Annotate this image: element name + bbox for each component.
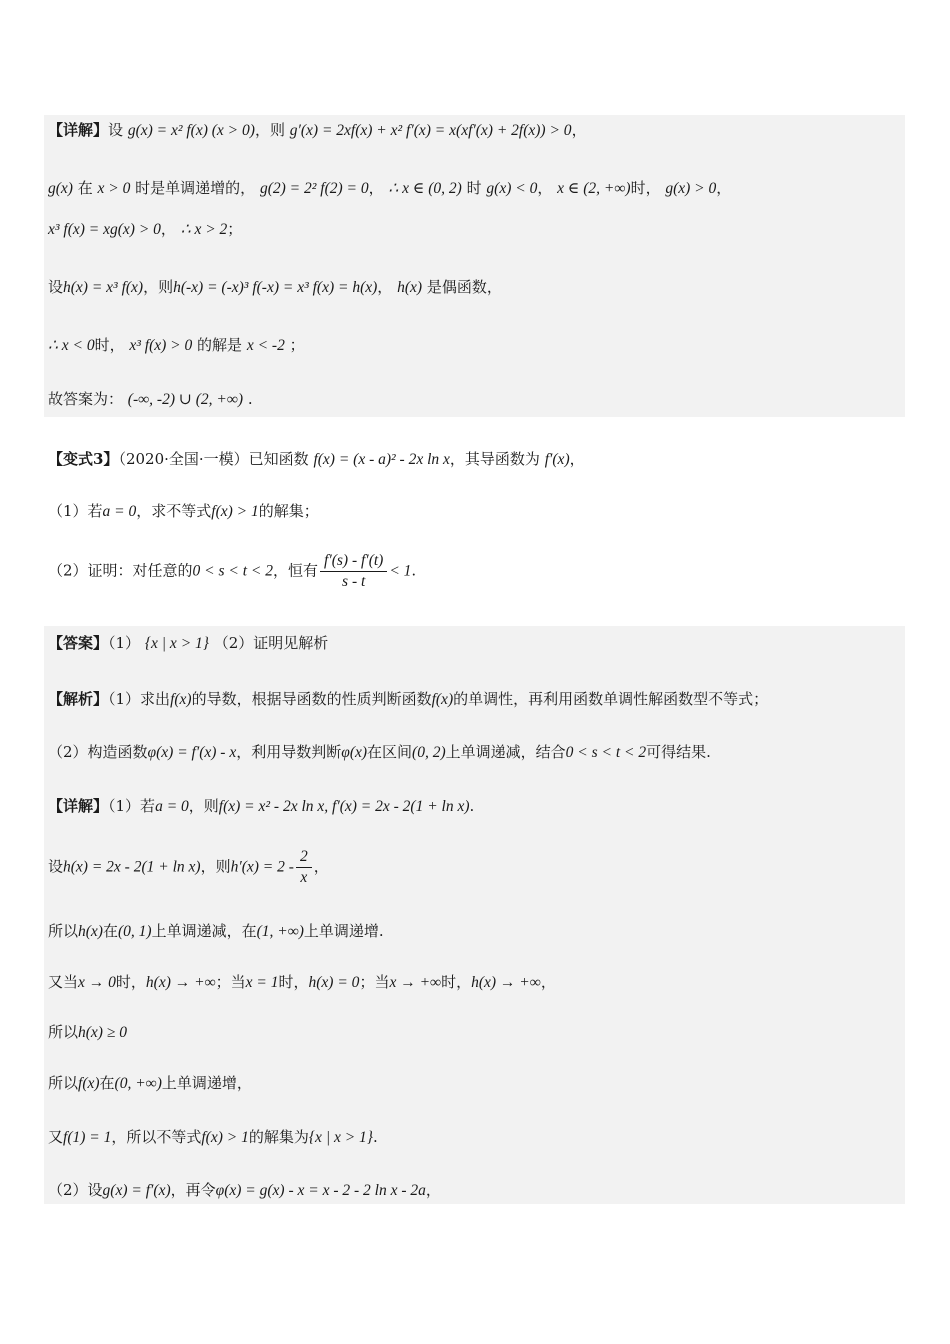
answer-line: [48, 388, 253, 411]
math: {x | x > 1}: [144, 635, 209, 652]
math: f(x): [170, 691, 192, 708]
text: ，其导函数为: [449, 450, 540, 468]
text: 是偶函数，: [426, 278, 502, 296]
math: (-∞, -2) ∪ (2, +∞): [127, 391, 244, 408]
text: 的解集为: [248, 1128, 309, 1146]
math: f(x) > 1: [201, 1129, 249, 1146]
solution-line-1: [48, 795, 474, 818]
solution-box-2: [44, 626, 905, 1204]
text: 时是单调递增的，: [135, 179, 256, 197]
solution-line-8: [48, 1179, 441, 1202]
solution-line-7: [48, 1126, 378, 1149]
text: ，: [716, 179, 732, 197]
math: f(x): [431, 691, 454, 708]
text: ，则: [200, 857, 231, 876]
text: ，再令: [170, 1181, 216, 1199]
text: ，则: [188, 797, 219, 815]
text: 的解集；: [258, 502, 319, 520]
question-1: [48, 500, 319, 523]
analysis-line-2: [48, 741, 711, 764]
fraction: [320, 552, 387, 591]
text: （2020·全国·一模）已知函数: [118, 450, 309, 468]
text: ，利用导数判断: [236, 743, 342, 761]
text: （2）证明见解析: [213, 634, 329, 652]
text: 时，: [630, 179, 661, 197]
math: f(x) = (x - a)² - 2x ln x: [313, 451, 450, 468]
text: （1）若: [48, 502, 103, 520]
text: ，则: [254, 121, 285, 139]
text: 设: [108, 121, 124, 139]
math: φ(x) = g(x) - x = x - 2 - 2 ln x - 2a: [215, 1182, 426, 1199]
math-gprime: g′(x) = 2xf(x) + x² f′(x) = x(xf′(x) + 2f(x)) > 0: [289, 122, 572, 139]
math: h(x): [78, 923, 103, 940]
math: h(x) ≥ 0: [78, 1024, 127, 1041]
text: ，: [571, 121, 587, 139]
detail-label: 【详解】: [48, 797, 109, 815]
text: 在: [77, 179, 93, 197]
text: 时，: [278, 973, 309, 991]
math: f(1) = 1: [63, 1129, 112, 1146]
math: 0 < s < t < 2: [192, 562, 274, 580]
math: ∴ x ∈ (0, 2): [388, 180, 462, 197]
text: （1）: [108, 634, 141, 652]
detail-line-1: [48, 119, 587, 142]
detail-line-3: [48, 218, 242, 241]
text: （2）构造函数: [48, 743, 148, 761]
math: h(x): [397, 279, 423, 296]
text: 上单调递减，结合: [445, 743, 566, 761]
text: ，则: [143, 278, 174, 296]
text: ，: [377, 278, 393, 296]
math: h(-x) = (-x)³ f(-x) = x³ f(x) = h(x): [173, 279, 378, 296]
math: f(x) = x² - 2x ln x, f′(x) = 2x - 2(1 + ln x): [218, 798, 470, 815]
variant-title: [48, 448, 585, 471]
text: （1）求出: [108, 690, 171, 708]
text: 的单调性，再利用函数单调性解函数型不等式；: [453, 690, 769, 708]
text: 在区间: [367, 743, 413, 761]
fraction-denominator: s - t: [342, 573, 366, 590]
math: f′(x): [544, 451, 570, 468]
text: 所以: [48, 922, 79, 940]
math: 0 < s < t < 2: [565, 744, 647, 761]
solution-line-2: [48, 848, 329, 887]
math: h(x) → +∞: [471, 974, 541, 991]
math: < 1: [389, 562, 412, 580]
text: 所以: [48, 1074, 79, 1092]
text: ；: [289, 336, 305, 354]
math: g(x) < 0: [486, 180, 538, 197]
detail-line-2: [48, 177, 731, 200]
math: g(x) = f′(x): [102, 1182, 171, 1199]
text: 故答案为：: [48, 390, 124, 408]
math: g(x) > 0: [665, 180, 717, 197]
text: 又: [48, 1128, 64, 1146]
text: 所以: [48, 1023, 79, 1041]
solution-line-4: [48, 971, 556, 994]
analysis-label: 【解析】: [48, 690, 109, 708]
text: 上单调递增，: [161, 1074, 252, 1092]
math: (0, 1): [117, 923, 152, 940]
math: h(x) = 0: [308, 974, 360, 991]
variant-label: 【变式3】: [48, 450, 119, 468]
text: 在: [99, 1074, 115, 1092]
math: φ(x) = f′(x) - x: [147, 744, 237, 761]
text: （2）证明：对任意的: [48, 561, 193, 580]
text: ，: [540, 973, 556, 991]
question-2: [48, 552, 416, 591]
math: x³ f(x) > 0: [129, 337, 193, 354]
math-gx-def: g(x) = x² f(x) (x > 0): [127, 122, 255, 139]
text: ，求不等式: [136, 502, 212, 520]
fraction-numerator: 2: [296, 848, 312, 868]
text: 时: [466, 179, 482, 197]
text: 时，: [94, 336, 125, 354]
math: f(x) > 1: [211, 503, 259, 520]
text: 的导数，根据导函数的性质判断函数: [191, 690, 432, 708]
math: x ∈ (2, +∞): [557, 180, 631, 197]
text: ，: [313, 857, 329, 876]
text: 时，: [441, 973, 472, 991]
text: ，: [160, 220, 176, 238]
math: h(x) → +∞: [145, 974, 216, 991]
text: ，: [569, 450, 585, 468]
math: (0, +∞): [114, 1075, 162, 1092]
math: x > 0: [97, 180, 131, 197]
text: ，恒有: [273, 561, 319, 580]
fraction: [296, 848, 312, 887]
text: .: [373, 1128, 378, 1146]
math: x = 1: [245, 974, 279, 991]
text: .: [411, 561, 417, 580]
text: （1）若: [108, 797, 156, 815]
math: x → 0: [78, 974, 116, 991]
answer-label: 【答案】: [48, 634, 109, 652]
math: ∴ x < 0: [48, 337, 95, 354]
math: a = 0: [155, 798, 189, 815]
text: 在: [102, 922, 118, 940]
text: 上单调递增.: [303, 922, 384, 940]
text: ，: [425, 1181, 441, 1199]
text: ；: [227, 220, 243, 238]
math: g(x): [48, 180, 73, 197]
text: 时，: [115, 973, 146, 991]
text: （2）设: [48, 1181, 103, 1199]
math: f(x): [78, 1075, 100, 1092]
answer-summary: [48, 632, 328, 655]
text: ；当: [359, 973, 390, 991]
text: 设: [48, 278, 64, 296]
solution-box-1: [44, 115, 905, 417]
text: ，: [537, 179, 553, 197]
math: {x | x > 1}: [308, 1129, 373, 1146]
math: h′(x) = 2 -: [230, 858, 294, 876]
solution-line-3: [48, 920, 384, 943]
math: (0, 2): [412, 744, 446, 761]
text: 的解是: [197, 336, 243, 354]
math: g(2) = 2² f(2) = 0: [259, 180, 369, 197]
math: a = 0: [102, 503, 137, 520]
text: .: [469, 797, 475, 815]
text: 可得结果.: [646, 743, 711, 761]
text: ；当: [215, 973, 246, 991]
text: ，: [368, 179, 384, 197]
text: ，所以不等式: [111, 1128, 202, 1146]
math: x < -2: [246, 337, 285, 354]
math: h(x) = 2x - 2(1 + ln x): [63, 858, 201, 876]
math: φ(x): [341, 744, 368, 761]
detail-line-5: [48, 334, 305, 357]
math: (1, +∞): [256, 923, 304, 940]
solution-line-6: [48, 1072, 252, 1095]
detail-label: 【详解】: [48, 121, 109, 139]
detail-line-4: [48, 276, 502, 299]
math: x³ f(x) = xg(x) > 0: [48, 221, 161, 238]
math: ∴ x > 2: [180, 221, 228, 238]
analysis-line-1: [48, 688, 768, 711]
fraction-denominator: x: [300, 869, 308, 886]
solution-line-5: [48, 1021, 127, 1044]
text: 上单调递减，在: [151, 922, 257, 940]
text: 又当: [48, 973, 79, 991]
math: x → +∞: [389, 974, 442, 991]
text: .: [247, 390, 253, 408]
math: h(x) = x³ f(x): [63, 279, 144, 296]
fraction-numerator: f′(s) - f′(t): [320, 552, 387, 572]
text: 设: [48, 857, 64, 876]
